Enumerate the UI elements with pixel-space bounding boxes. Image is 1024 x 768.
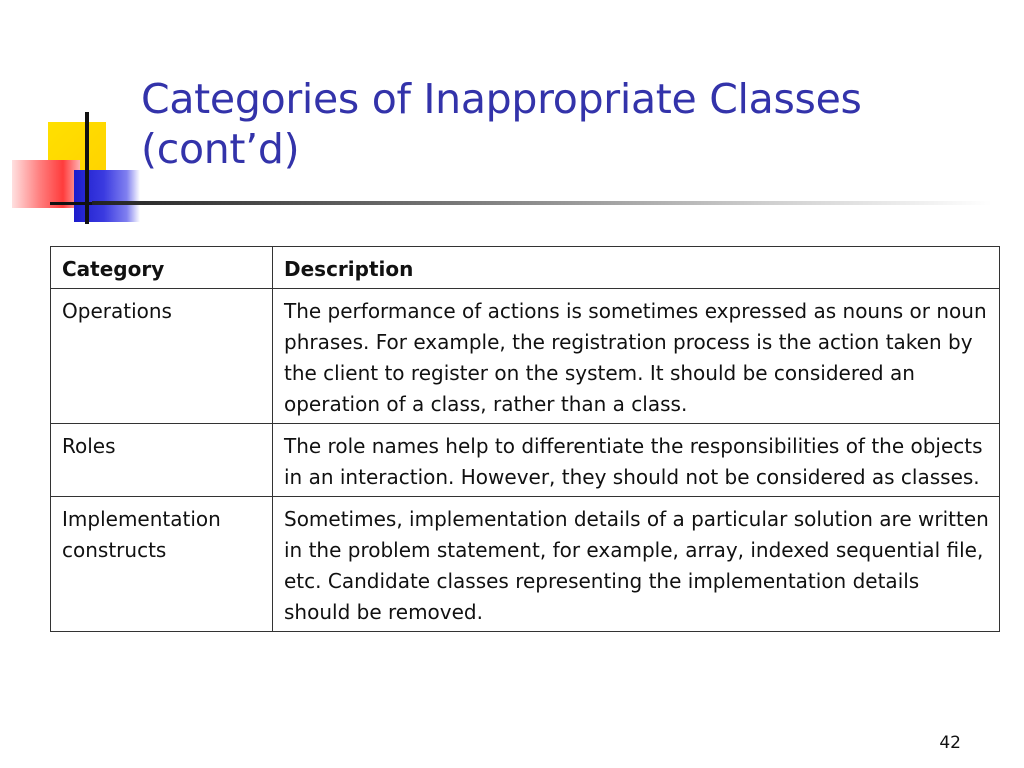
row-description: The performance of actions is sometimes expressed as nouns or noun phrases. For example, the registration process is the action taken by the client to register on the system. It should be considered an operation of a class, rather than a class. [273,289,1000,424]
row-category: Operations [51,289,273,424]
row-description: The role names help to differentiate the responsibilities of the objects in an interaction. However, they should not be considered as classes. [273,424,1000,497]
table-row [51,497,1000,632]
table-header-row [51,247,1000,289]
header-description: Description [273,247,1000,289]
slide-title-line-1: Categories of Inappropriate Classes [141,75,862,123]
slide-title [141,74,1001,174]
logo-vertical-line [85,112,89,224]
row-description: Sometimes, implementation details of a particular solution are written in the problem statement, for example, array, indexed sequential file, etc. Candidate classes representing the implementation details should be removed. [273,497,1000,632]
categories-table [50,246,1000,632]
table-row [51,424,1000,497]
logo-blue-square [74,170,140,222]
logo-red-square [12,160,80,208]
slide-title-line-2: (cont’d) [141,125,300,173]
row-category: Roles [51,424,273,497]
header-category: Category [51,247,273,289]
row-category: Implementation constructs [51,497,273,632]
page-number: 42 [939,733,961,753]
table-row [51,289,1000,424]
title-underline [92,201,992,205]
